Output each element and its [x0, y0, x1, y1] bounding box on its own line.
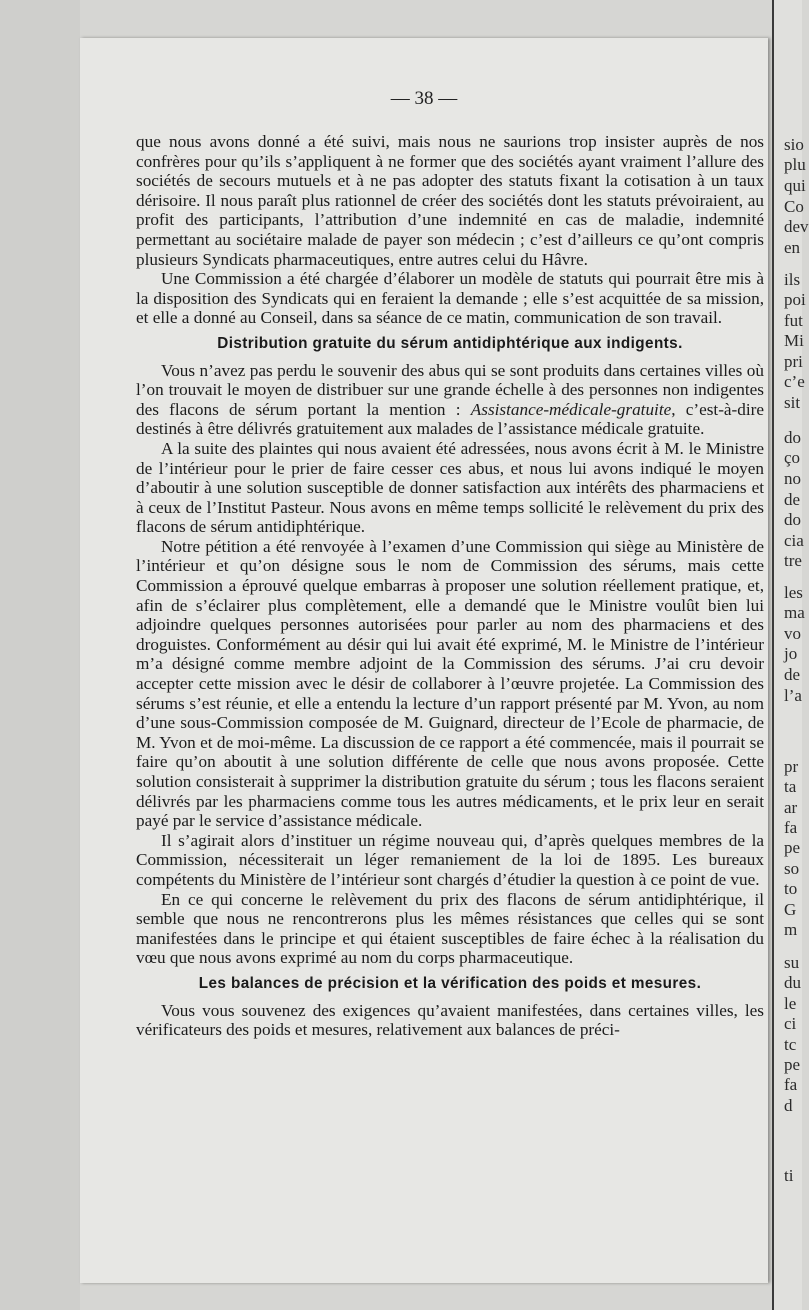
next-page-fragment: pri — [784, 352, 803, 371]
next-page-fragment: ta — [784, 777, 797, 796]
next-page-fragment: les — [784, 583, 803, 602]
next-page-fragment: sit — [784, 393, 801, 412]
next-page-fragment: de — [784, 665, 801, 684]
paragraph: Une Commission a été chargée d’élaborer un modèle de statuts qui pourrait être mis à la disposition des Syndicats qui en feraient la demande ; elle s’est acquittée de sa mission, et elle a donné au Conseil, dans sa séance de ce matin, communication de son travail. — [136, 269, 764, 328]
paragraph: Notre pétition a été renvoyée à l’examen d’une Commission qui siège au Ministère de l’intérieur et qu’on désigne sous le nom de Commission des sérums, mais cette Commission a éprouvé quelque embarras à proposer une solution réellement pratique, et, afin de s’éclairer plus complètement, elle a demandé que le Ministre voulût bien lui adjoindre quelques personnes autorisées pour parler au nom des pharmaciens et des droguistes. Conformément au désir qui lui avait été exprimé, M. le Ministre de l’intérieur m’a désigné comme membre adjoint de la Commission des sérums. J’ai cru devoir accepter cette mission avec le désir de collaborer à l’œuvre projetée. La Commission des sérums s’est réunie, et elle a entendu la lecture d’un rapport présenté par M. Yvon, au nom d’une sous-Commission composée de M. Guignard, directeur de l’Ecole de pharmacie, de M. Yvon et de moi-même. La discussion de ce rapport a été commencée, mais il pourrait se faire qu’on aboutit à une solution différente de celle que nous avons proposée. Cette solution consisterait à supprimer la distribution gratuite du sérum ; tous les flacons seraient délivrés par les pharmaciens comme tous les autres médicaments, et le prix leur en serait payé par le service d’assistance médicale. — [136, 536, 764, 831]
scan-left-margin — [0, 0, 80, 1310]
next-page-fragment: ci — [784, 1014, 797, 1033]
document-page — [80, 38, 768, 1283]
next-page-fragment: jo — [784, 644, 798, 663]
next-page-fragment: qui — [784, 176, 806, 195]
next-page-fragment: poi — [784, 290, 806, 309]
next-page-fragment: to — [784, 879, 798, 898]
next-page-fragment: pe — [784, 838, 801, 857]
next-page-fragment: en — [784, 238, 801, 257]
next-page-fragment: tc — [784, 1035, 797, 1054]
next-page-fragment: pr — [784, 757, 799, 776]
next-page-fragment: cia — [784, 531, 804, 550]
paragraph-text: Vous n’avez pas perdu le souvenir des abus qui se sont produits dans certaines villes où l’on trouvait le moyen de distribuer sur une grande échelle à des personnes non indigentes des flacons de sérum portant la mention : — [136, 360, 764, 419]
next-page-edge — [772, 0, 809, 1310]
body-text — [136, 132, 764, 1040]
next-page-fragment: le — [784, 994, 797, 1013]
next-page-fragment: ma — [784, 603, 805, 622]
next-page-fragment: so — [784, 859, 800, 878]
next-page-fragment: plu — [784, 155, 806, 174]
next-page-fragment: vo — [784, 624, 801, 643]
next-page-fragment: G — [784, 900, 797, 919]
next-page-fragment: m — [784, 920, 798, 939]
next-page-fragment: pe — [784, 1055, 801, 1074]
next-page-fragment: c’e — [784, 372, 805, 391]
next-page-fragment: su — [784, 953, 800, 972]
next-page-fragment: ils — [784, 270, 801, 289]
next-page-fragment: fa — [784, 1075, 798, 1094]
next-page-fragment: fa — [784, 818, 798, 837]
next-page-fragment: Mi — [784, 331, 804, 350]
next-page-fragment: do — [784, 428, 801, 447]
next-page-fragment: du — [784, 973, 801, 992]
page-number: — 38 — — [390, 88, 458, 109]
next-page-fragment: do — [784, 510, 801, 529]
next-page-fragment: sio — [784, 135, 804, 154]
next-page-fragment: d — [784, 1096, 793, 1115]
section-heading: Les balances de précision et la vérification des poids et mesures. — [198, 974, 702, 992]
section-heading: Distribution gratuite du sérum antidiphtérique aux indigents. — [217, 334, 683, 352]
paragraph: Il s’agirait alors d’instituer un régime nouveau qui, d’après quelques membres de la Commission, nécessiterait un léger remaniement de la loi de 1895. Les bureaux compétents du Ministère de l’intérieur sont chargés d’étudier la question à ce point de vue. — [136, 830, 764, 889]
next-page-fragment: ti — [784, 1166, 794, 1185]
next-page-fragment: Co — [784, 197, 804, 216]
paragraph: En ce qui concerne le relèvement du prix des flacons de sérum antidiphtérique, il semble que nous ne rencontrerons plus les mêmes résistances que celles qui se sont manifestées dans le principe et qui étaient susceptibles de faire échec à la réalisation du vœu que nous avons exprimé au nom du corps pharmaceutique. — [136, 889, 764, 968]
next-page-fragment: fut — [784, 311, 803, 330]
paragraph: A la suite des plaintes qui nous avaient été adressées, nous avons écrit à M. le Ministre de l’intérieur pour le prier de faire cesser ces abus, et nous lui avons indiqué le moyen d’aboutir à une solution susceptible de donner satisfaction aux intérêts des pharmaciens et à ceux de l’Institut Pasteur. Nous avons en même temps sollicité le relèvement du prix des flacons de sérum antidiphtérique. — [136, 438, 764, 537]
next-page-fragment: l’a — [784, 686, 802, 705]
next-page-fragment: de — [784, 490, 801, 509]
next-page-fragment: ar — [784, 798, 798, 817]
italic-mention: Assistance-médicale-gratuite — [470, 399, 672, 419]
paragraph — [136, 361, 764, 439]
paragraph: que nous avons donné a été suivi, mais nous ne saurions trop insister auprès de nos confrères pour qu’ils s’appliquent à ne former que des sociétés ayant vraiment l’allure des sociétés de secours mutuels et à ne pas adopter des statuts fixant la cotisation à un taux dérisoire. Il nous paraît plus rationnel de créer des sociétés dont les statuts prévoiraient, au profit des participants, l’attribution d’une indemnité en cas de maladie, indemnité permettant au sociétaire malade de payer son médecin ; c’est d’ailleurs ce qu’ont compris plusieurs Syndicats pharmaceutiques, entre autres celui du Hâvre. — [136, 132, 764, 269]
next-page-fragment: dev — [784, 217, 809, 236]
paragraph-text: , c’est-à-dire destinés à être délivrés gratuitement aux malades de l’assistance médicale gratuite. — [136, 399, 764, 439]
next-page-fragment: tre — [784, 551, 802, 570]
paragraph: Vous vous souvenez des exigences qu’avaient manifestées, dans certaines villes, les vérificateurs des poids et mesures, relativement aux balances de préci- — [136, 1000, 764, 1040]
next-page-fragment: ço — [784, 448, 801, 467]
next-page-fragment: no — [784, 469, 801, 488]
